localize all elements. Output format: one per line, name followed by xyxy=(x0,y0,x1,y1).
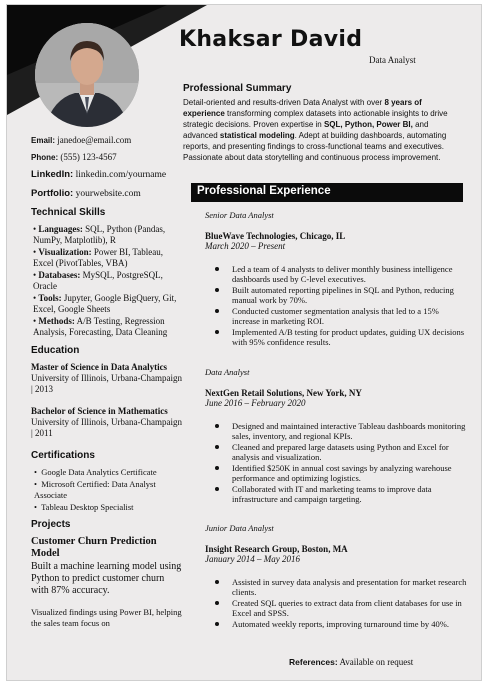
email-value[interactable]: janedoe@email.com xyxy=(57,135,132,145)
portfolio-value[interactable]: yourwebsite.com xyxy=(75,189,141,199)
phone-value: (555) 123-4567 xyxy=(60,152,117,162)
job-role: Junior Data Analyst xyxy=(205,523,274,533)
candidate-name: Khaksar David xyxy=(179,27,363,52)
job-bullet: Implemented A/B testing for product updates, guiding UX decisions with 95% confidence results. xyxy=(211,327,467,347)
education-item: Master of Science in Data Analytics University of Illinois, Urbana-Champaign | 2013 xyxy=(31,362,182,394)
job-bullet: Conducted customer segmentation analysis that led to a 15% increase in marketing ROI. xyxy=(211,306,467,326)
job-role: Data Analyst xyxy=(205,367,250,377)
job-bullets xyxy=(211,264,467,347)
job-bullets xyxy=(211,421,467,504)
skill-item: • Languages: SQL, Python (Pandas, NumPy, Matplotlib), R xyxy=(33,224,166,245)
job-role: Senior Data Analyst xyxy=(205,210,274,220)
job-bullet: Designed and maintained interactive Tableau dashboards monitoring sales, inventory, and regional KPIs. xyxy=(211,421,467,441)
job-entry xyxy=(205,210,467,348)
candidate-title: Data Analyst xyxy=(369,55,416,65)
job-bullet: Assisted in survey data analysis and presentation for market research clients. xyxy=(211,577,467,597)
skills-list xyxy=(33,224,183,338)
skill-item: • Methods: A/B Testing, Regression Analysis, Forecasting, Data Cleaning xyxy=(33,316,168,337)
contact-linkedin: LinkedIn: linkedin.com/yourname xyxy=(31,169,167,180)
skill-item: • Databases: MySQL, PostgreSQL, Oracle xyxy=(33,270,163,291)
contact-portfolio: Portfolio: yourwebsite.com xyxy=(31,188,141,199)
certification-item: • Google Data Analytics Certificate xyxy=(34,467,157,477)
summary-text: Detail-oriented and results-driven Data Analyst with over 8 years of experience transforming complex datasets into actionable insights to drive strategic decisions. Proven expertise in SQL, Python, Power BI, and advanced statistical modeling. Adept at building dashboards, automating reports, and presenting findings to cross-functional teams and executives. Passionate about data storytelling and continuous process improvement. xyxy=(183,98,448,162)
job-bullet: Identified $250K in annual cost savings by analyzing warehouse performance and optimizing logistics. xyxy=(211,463,467,483)
certification-item: • Microsoft Certified: Data Analyst Associate xyxy=(34,479,156,500)
job-dates: June 2016 – February 2020 xyxy=(205,398,306,408)
references: References: Available on request xyxy=(289,657,414,667)
projects-heading: Projects xyxy=(31,519,71,530)
education-heading: Education xyxy=(31,345,80,356)
certification-item: • Tableau Desktop Specialist xyxy=(34,502,134,512)
job-bullet: Built automated reporting pipelines in SQL and Python, reducing manual work by 70%. xyxy=(211,285,467,305)
education-item: Bachelor of Science in Mathematics University of Illinois, Urbana-Champaign | 2011 xyxy=(31,406,182,438)
job-entry xyxy=(205,367,467,505)
profile-photo xyxy=(35,23,139,127)
job-entry xyxy=(205,523,467,630)
job-company: BlueWave Technologies, Chicago, IL xyxy=(205,231,346,241)
linkedin-value[interactable]: linkedin.com/yourname xyxy=(75,170,167,180)
project-title: Customer Churn Prediction Model xyxy=(31,536,157,559)
contact-email: Email: janedoe@email.com xyxy=(31,135,132,145)
job-company: Insight Research Group, Boston, MA xyxy=(205,544,348,554)
summary-heading: Professional Summary xyxy=(183,83,292,94)
certifications-heading: Certifications xyxy=(31,450,95,461)
job-company: NextGen Retail Solutions, New York, NY xyxy=(205,388,362,398)
skills-heading: Technical Skills xyxy=(31,207,106,218)
project-description-2: Visualized findings using Power BI, helping the sales team focus on xyxy=(31,607,182,628)
contact-phone: Phone: (555) 123-4567 xyxy=(31,152,117,162)
skill-item: • Visualization: Power BI, Tableau, Excel (PivotTables, VBA) xyxy=(33,247,164,268)
job-bullet: Automated weekly reports, improving turnaround time by 40%. xyxy=(211,619,467,629)
job-dates: March 2020 – Present xyxy=(205,241,286,251)
job-bullet: Created SQL queries to extract data from client databases for use in Excel and SPSS. xyxy=(211,598,467,618)
experience-heading: Professional Experience xyxy=(191,183,463,202)
job-bullets xyxy=(211,577,467,629)
skill-item: • Tools: Jupyter, Google BigQuery, Git, Excel, Google Sheets xyxy=(33,293,177,314)
job-bullet: Cleaned and prepared large datasets using Python and Excel for analysis and visualization. xyxy=(211,442,467,462)
job-bullet: Led a team of 4 analysts to deliver monthly business intelligence dashboards used by C-level executives. xyxy=(211,264,467,284)
job-bullet: Collaborated with IT and marketing teams to improve data infrastructure and campaign targeting. xyxy=(211,484,467,504)
job-dates: January 2014 – May 2016 xyxy=(205,554,300,564)
resume-page xyxy=(6,4,482,681)
project-description: Built a machine learning model using Python to predict customer churn with 87% accuracy. xyxy=(31,561,182,596)
left-column xyxy=(31,135,183,629)
certifications-list xyxy=(34,467,183,513)
